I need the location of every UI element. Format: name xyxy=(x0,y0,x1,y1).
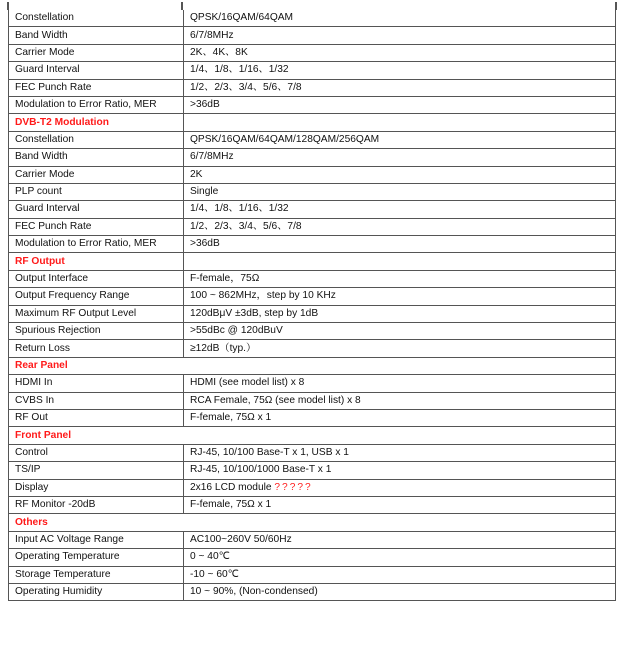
spec-row xyxy=(9,531,616,548)
spec-row xyxy=(9,583,616,600)
spec-value xyxy=(184,149,616,166)
spec-value xyxy=(184,531,616,548)
spec-value xyxy=(184,79,616,96)
spec-value xyxy=(184,409,616,426)
spec-label: Band Width xyxy=(9,149,184,166)
spec-value xyxy=(184,166,616,183)
spec-value xyxy=(184,340,616,357)
spec-label: Constellation xyxy=(9,10,184,27)
spec-row xyxy=(9,131,616,148)
spec-row xyxy=(9,479,616,496)
section-header: DVB-T2 Modulation xyxy=(9,114,184,131)
spec-value-text: 0 ~ 40℃ xyxy=(190,551,231,563)
spec-value-text: ≥12dB（typ.） xyxy=(190,342,257,354)
spec-value-text: 1/4、1/8、1/16、1/32 xyxy=(190,64,289,76)
spec-label: Guard Interval xyxy=(9,62,184,79)
table-right-edge xyxy=(615,2,617,10)
spec-value-text: 2x16 LCD module xyxy=(190,481,275,493)
spec-value xyxy=(184,444,616,461)
spec-label: Modulation to Error Ratio, MER xyxy=(9,96,184,113)
spec-label: RF Monitor -20dB xyxy=(9,496,184,513)
spec-label: FEC Punch Rate xyxy=(9,218,184,235)
spec-value-text: 100 ~ 862MHz，step by 10 KHz xyxy=(190,290,336,302)
spec-row xyxy=(9,409,616,426)
spec-row xyxy=(9,549,616,566)
spec-value-text: AC100~260V 50/60Hz xyxy=(190,533,292,545)
spec-row xyxy=(9,149,616,166)
spec-value-text: RJ-45, 10/100 Base-T x 1, USB x 1 xyxy=(190,446,349,458)
spec-value xyxy=(184,462,616,479)
spec-value xyxy=(184,96,616,113)
section-header-row xyxy=(9,427,616,444)
spec-value xyxy=(184,305,616,322)
empty-cell xyxy=(184,114,616,131)
spec-table xyxy=(8,10,616,601)
spec-value-text: >55dBc @ 120dBuV xyxy=(190,325,283,337)
spec-value-text: 1/2、2/3、3/4、5/6、7/8 xyxy=(190,220,302,232)
spec-label: Guard Interval xyxy=(9,201,184,218)
section-header-row xyxy=(9,357,616,374)
spec-label: Output Interface xyxy=(9,270,184,287)
spec-label: Band Width xyxy=(9,27,184,44)
spec-value xyxy=(184,183,616,200)
spec-value-text: 10 ~ 90%, (Non-condensed) xyxy=(190,586,318,598)
spec-row xyxy=(9,218,616,235)
section-header: Front Panel xyxy=(9,427,616,444)
spec-value xyxy=(184,218,616,235)
table-left-edge xyxy=(7,2,9,10)
spec-row xyxy=(9,10,616,27)
spec-value-text: F-female，75Ω xyxy=(190,273,260,285)
spec-row xyxy=(9,305,616,322)
spec-row xyxy=(9,27,616,44)
spec-label: TS/IP xyxy=(9,462,184,479)
spec-row xyxy=(9,96,616,113)
spec-label: RF Out xyxy=(9,409,184,426)
spec-label: Carrier Mode xyxy=(9,166,184,183)
spec-value-text: 120dBμV ±3dB, step by 1dB xyxy=(190,307,319,319)
spec-value xyxy=(184,236,616,253)
spec-value xyxy=(184,10,616,27)
spec-value-text: RJ-45, 10/100/1000 Base-T x 1 xyxy=(190,464,332,476)
spec-value xyxy=(184,131,616,148)
table-divider-edge xyxy=(181,2,183,10)
spec-row xyxy=(9,392,616,409)
spec-value xyxy=(184,583,616,600)
placeholder-marks: ????? xyxy=(274,481,313,493)
spec-value-text: QPSK/16QAM/64QAM/128QAM/256QAM xyxy=(190,133,380,145)
spec-row xyxy=(9,340,616,357)
spec-value-text: 2K、4K、8K xyxy=(190,46,248,58)
spec-row xyxy=(9,166,616,183)
spec-row xyxy=(9,444,616,461)
spec-value-text: Single xyxy=(190,186,219,198)
spec-label: Storage Temperature xyxy=(9,566,184,583)
spec-value-text: QPSK/16QAM/64QAM xyxy=(190,12,294,24)
spec-row xyxy=(9,566,616,583)
spec-value xyxy=(184,479,616,496)
spec-value xyxy=(184,392,616,409)
spec-label: Spurious Rejection xyxy=(9,323,184,340)
spec-row xyxy=(9,462,616,479)
section-header: Others xyxy=(9,514,616,531)
spec-label: Operating Temperature xyxy=(9,549,184,566)
spec-value xyxy=(184,323,616,340)
section-header-row xyxy=(9,514,616,531)
spec-row xyxy=(9,62,616,79)
spec-label: Operating Humidity xyxy=(9,583,184,600)
spec-row xyxy=(9,236,616,253)
spec-label: FEC Punch Rate xyxy=(9,79,184,96)
spec-row xyxy=(9,323,616,340)
spec-label: Constellation xyxy=(9,131,184,148)
spec-row xyxy=(9,375,616,392)
section-header: Rear Panel xyxy=(9,357,616,374)
spec-value-text: F-female, 75Ω x 1 xyxy=(190,499,272,511)
spec-label: CVBS In xyxy=(9,392,184,409)
spec-label: HDMI In xyxy=(9,375,184,392)
spec-row xyxy=(9,496,616,513)
spec-value xyxy=(184,566,616,583)
spec-label: Modulation to Error Ratio, MER xyxy=(9,236,184,253)
spec-label: Input AC Voltage Range xyxy=(9,531,184,548)
spec-value-text: -10 ~ 60℃ xyxy=(190,568,240,580)
spec-value-text: HDMI (see model list) x 8 xyxy=(190,377,305,389)
spec-value xyxy=(184,44,616,61)
spec-label: Output Frequency Range xyxy=(9,288,184,305)
spec-value xyxy=(184,62,616,79)
spec-value-text: RCA Female, 75Ω (see model list) x 8 xyxy=(190,394,361,406)
spec-row xyxy=(9,183,616,200)
spec-table-body xyxy=(9,10,616,601)
section-header-row xyxy=(9,253,616,270)
spec-value xyxy=(184,270,616,287)
spec-label: Maximum RF Output Level xyxy=(9,305,184,322)
spec-value-text: >36dB xyxy=(190,99,220,111)
spec-value-text: 6/7/8MHz xyxy=(190,151,234,163)
empty-cell xyxy=(184,253,616,270)
spec-value-text: 1/2、2/3、3/4、5/6、7/8 xyxy=(190,81,302,93)
spec-value-text: 1/4、1/8、1/16、1/32 xyxy=(190,203,289,215)
spec-label: Control xyxy=(9,444,184,461)
spec-label: Return Loss xyxy=(9,340,184,357)
spec-value-text: 6/7/8MHz xyxy=(190,29,234,41)
spec-value-text: F-female, 75Ω x 1 xyxy=(190,412,272,424)
spec-row xyxy=(9,79,616,96)
spec-value xyxy=(184,375,616,392)
spec-row xyxy=(9,44,616,61)
spec-value xyxy=(184,27,616,44)
spec-row xyxy=(9,201,616,218)
spec-value xyxy=(184,496,616,513)
spec-value-text: >36dB xyxy=(190,238,220,250)
spec-label: Display xyxy=(9,479,184,496)
spec-label: PLP count xyxy=(9,183,184,200)
spec-value xyxy=(184,549,616,566)
spec-value xyxy=(184,201,616,218)
spec-row xyxy=(9,288,616,305)
section-header-row xyxy=(9,114,616,131)
section-header: RF Output xyxy=(9,253,184,270)
spec-label: Carrier Mode xyxy=(9,44,184,61)
spec-row xyxy=(9,270,616,287)
spec-value-text: 2K xyxy=(190,168,203,180)
spec-value xyxy=(184,288,616,305)
